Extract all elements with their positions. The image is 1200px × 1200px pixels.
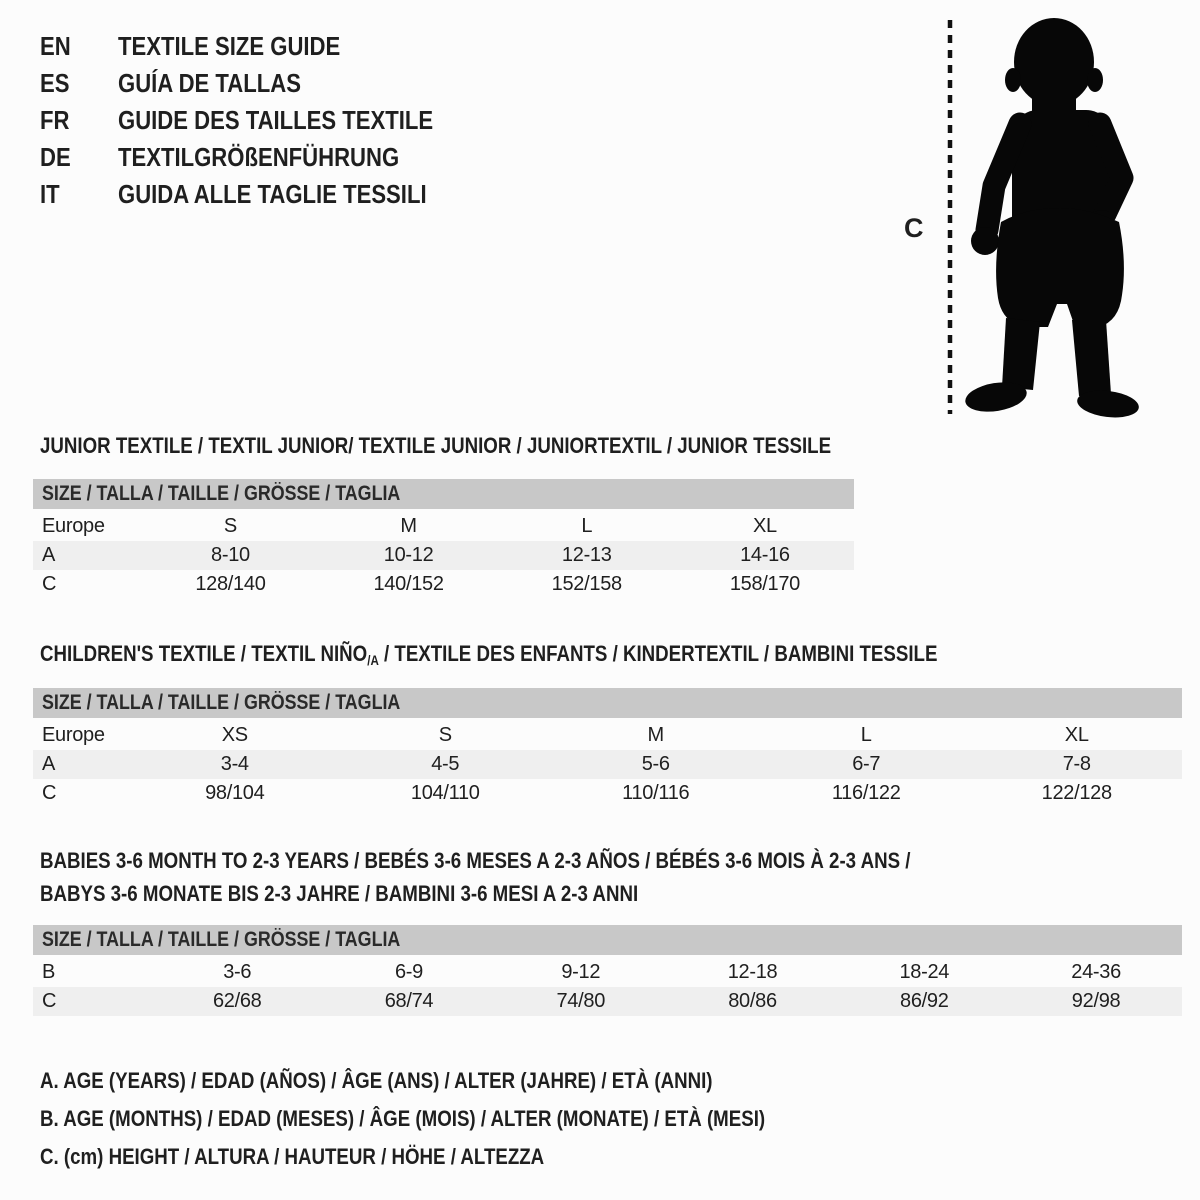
size-cell: L [860, 724, 872, 746]
size-cell: S [438, 724, 452, 746]
legend-height-cm: C. (cm) HEIGHT / ALTURA / HAUTEUR / HÖHE / ALTEZZA [40, 1144, 545, 1169]
height-cell: 116/122 [831, 782, 901, 804]
junior-section-heading: JUNIOR TEXTILE / TEXTIL JUNIOR/ TEXTILE JUNIOR / JUNIORTEXTIL / JUNIOR TESSILE [40, 433, 832, 458]
lang-title: GUIDA ALLE TAGLIE TESSILI [118, 179, 427, 209]
toddler-body-shape [963, 18, 1140, 421]
height-cell: 104/110 [410, 782, 480, 804]
size-header-bar: SIZE / TALLA / TAILLE / GRÖSSE / TAGLIA [33, 925, 1182, 955]
legend-age-months: B. AGE (MONTHS) / EDAD (MESES) / ÂGE (MOIS) / ALTER (MONATE) / ETÀ (MESI) [40, 1106, 766, 1131]
language-title-list [40, 28, 489, 213]
age-cell: 4-5 [431, 753, 460, 775]
height-cell: 80/86 [728, 990, 777, 1012]
height-cell: 140/152 [373, 573, 444, 595]
age-cell: 10-12 [383, 544, 434, 566]
row-label: C [42, 990, 57, 1012]
age-cell: 14-16 [740, 544, 790, 566]
lang-title: GUÍA DE TALLAS [118, 68, 301, 98]
junior-row-age [33, 541, 854, 570]
toddler-silhouette-icon [938, 10, 1148, 422]
months-cell: 24-36 [1071, 961, 1121, 983]
size-cell: M [647, 724, 664, 746]
nino-a-subscript: /A [367, 652, 379, 668]
legend-age-years: A. AGE (YEARS) / EDAD (AÑOS) / ÂGE (ANS) / ALTER (JAHRE) / ETÀ (ANNI) [40, 1068, 713, 1093]
babies-row-height [33, 987, 1182, 1016]
height-measure-label: C [904, 213, 924, 243]
height-cell: 158/170 [729, 573, 801, 595]
lang-code: ES [40, 68, 70, 98]
months-cell: 6-9 [394, 961, 423, 983]
row-label: C [42, 573, 57, 595]
junior-row-europe [33, 512, 854, 541]
lang-row-fr [40, 102, 489, 139]
months-cell: 18-24 [899, 961, 950, 983]
size-cell: XS [221, 724, 248, 746]
babies-section-heading-line2: BABYS 3-6 MONATE BIS 2-3 JAHRE / BAMBINI 3-6 MESI A 2-3 ANNI [40, 881, 639, 906]
lang-code: DE [40, 142, 71, 172]
lang-row-es [40, 65, 489, 102]
junior-size-table [33, 479, 854, 599]
size-cell: XL [752, 515, 777, 537]
age-cell: 8-10 [211, 544, 250, 566]
height-cell: 98/104 [205, 782, 265, 804]
size-cell: S [223, 515, 237, 537]
lang-row-en [40, 28, 489, 65]
age-cell: 12-13 [561, 544, 612, 566]
height-cell: 68/74 [384, 990, 434, 1012]
size-header-bar: SIZE / TALLA / TAILLE / GRÖSSE / TAGLIA [33, 688, 1182, 718]
lang-title: TEXTILGRÖßENFÜHRUNG [118, 142, 400, 172]
height-cell: 92/98 [1071, 990, 1121, 1012]
row-label: C [42, 782, 57, 804]
lang-title: GUIDE DES TAILLES TEXTILE [118, 105, 434, 135]
row-label: Europe [42, 724, 105, 746]
size-cell: M [400, 515, 417, 537]
children-section-heading: CHILDREN'S TEXTILE / TEXTIL NIÑO/A / TEXTILE DES ENFANTS / KINDERTEXTIL / BAMBINI TESSILE [40, 641, 938, 668]
months-cell: 9-12 [561, 961, 601, 983]
row-label: A [42, 544, 56, 566]
age-cell: 5-6 [641, 753, 670, 775]
height-cell: 74/80 [556, 990, 606, 1012]
lang-title: TEXTILE SIZE GUIDE [118, 31, 341, 61]
age-cell: 6-7 [852, 753, 881, 775]
children-size-table [33, 688, 1182, 808]
row-label: Europe [42, 515, 105, 537]
height-cell: 110/116 [622, 782, 690, 804]
row-label: B [42, 961, 56, 983]
children-row-height [33, 779, 1182, 808]
height-cell: 86/92 [900, 990, 949, 1012]
junior-row-height [33, 570, 854, 599]
months-cell: 3-6 [223, 961, 252, 983]
lang-code: FR [40, 105, 70, 135]
babies-section-heading-line1: BABIES 3-6 MONTH TO 2-3 YEARS / BEBÉS 3-6 MESES A 2-3 AÑOS / BÉBÉS 3-6 MOIS À 2-3 ANS / [40, 848, 911, 873]
lang-row-de [40, 139, 489, 176]
lang-row-it [40, 176, 489, 213]
size-cell: XL [1064, 724, 1089, 746]
babies-size-table [33, 925, 1182, 1016]
lang-code: IT [40, 179, 60, 209]
babies-row-months [33, 958, 1182, 987]
size-header-bar: SIZE / TALLA / TAILLE / GRÖSSE / TAGLIA [33, 479, 854, 509]
children-row-age [33, 750, 1182, 779]
lang-code: EN [40, 31, 71, 61]
size-cell: L [581, 515, 593, 537]
height-cell: 152/158 [551, 573, 622, 595]
height-cell: 122/128 [1041, 782, 1112, 804]
height-cell: 128/140 [195, 573, 266, 595]
children-row-europe [33, 721, 1182, 750]
height-cell: 62/68 [212, 990, 262, 1012]
age-cell: 7-8 [1062, 753, 1091, 775]
age-cell: 3-4 [220, 753, 249, 775]
row-label: A [42, 753, 56, 775]
months-cell: 12-18 [727, 961, 778, 983]
